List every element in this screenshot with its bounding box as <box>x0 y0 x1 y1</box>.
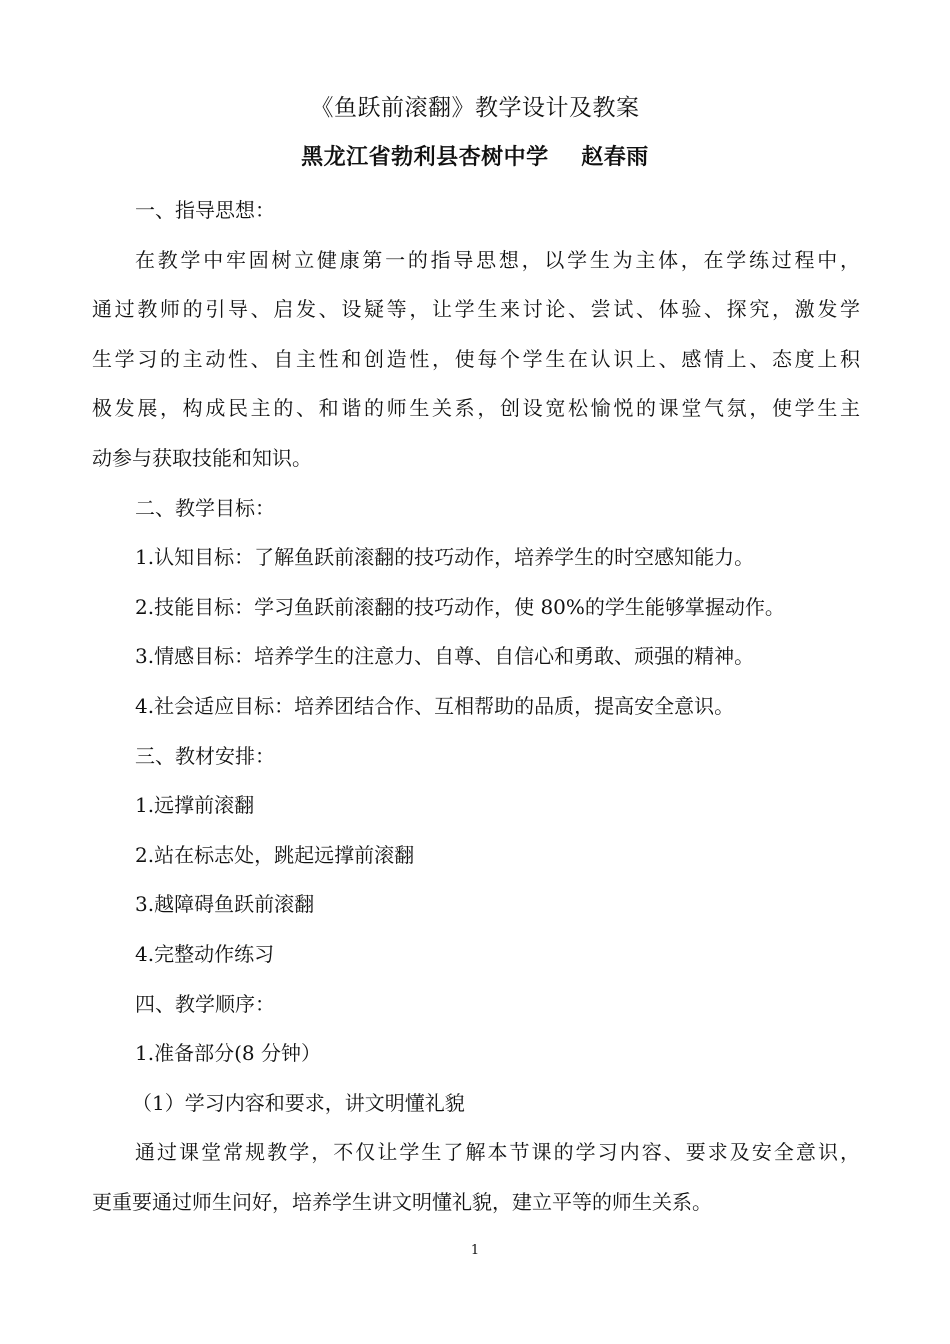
paragraph-line: 极发展，构成民主的、和谐的师生关系，创设宽松愉悦的课堂气氛，使学生主 <box>92 396 860 421</box>
paragraph-line: 在教学中牢固树立健康第一的指导思想，以学生为主体，在学练过程中， <box>135 247 860 272</box>
list-item: 2.技能目标：学习鱼跃前滚翻的技巧动作，使 80%的学生能够掌握动作。 <box>135 594 785 619</box>
document-title: 《鱼跃前滚翻》教学设计及教案 <box>310 95 640 121</box>
list-item: 4.完整动作练习 <box>135 941 275 966</box>
list-item: 2.站在标志处，跳起远撑前滚翻 <box>135 842 415 867</box>
list-item: 3.越障碍鱼跃前滚翻 <box>135 892 315 917</box>
list-item: 3.情感目标：培养学生的注意力、自尊、自信心和勇敢、顽强的精神。 <box>135 644 755 669</box>
page-number: 1 <box>470 1243 480 1258</box>
list-item: 1.远撑前滚翻 <box>135 793 255 818</box>
list-item: 4.社会适应目标：培养团结合作、互相帮助的品质，提高安全意识。 <box>135 693 735 718</box>
sub-heading: （1）学习内容和要求，讲文明懂礼貌 <box>132 1090 465 1115</box>
section-heading: 三、教材安排： <box>135 743 275 768</box>
list-item: 1.认知目标：了解鱼跃前滚翻的技巧动作，培养学生的时空感知能力。 <box>135 545 755 570</box>
document-author-line: 黑龙江省勃利县杏树中学 赵春雨 <box>301 145 649 170</box>
section-heading: 二、教学目标： <box>135 495 275 520</box>
paragraph-line: 通过课堂常规教学，不仅让学生了解本节课的学习内容、要求及安全意识， <box>135 1140 860 1165</box>
document-body <box>92 186 860 1227</box>
paragraph-line: 通过教师的引导、启发、设疑等，让学生来讨论、尝试、体验、探究，激发学 <box>92 297 860 322</box>
paragraph-line: 生学习的主动性、自主性和创造性，使每个学生在认识上、感情上、态度上积 <box>92 346 860 371</box>
section-heading: 四、教学顺序： <box>135 991 275 1016</box>
paragraph-line: 动参与获取技能和知识。 <box>92 445 312 470</box>
paragraph-line: 更重要通过师生问好，培养学生讲文明懂礼貌，建立平等的师生关系。 <box>92 1189 712 1214</box>
section-heading: 一、指导思想： <box>135 198 275 222</box>
list-item: 1.准备部分(8 分钟） <box>135 1041 321 1066</box>
